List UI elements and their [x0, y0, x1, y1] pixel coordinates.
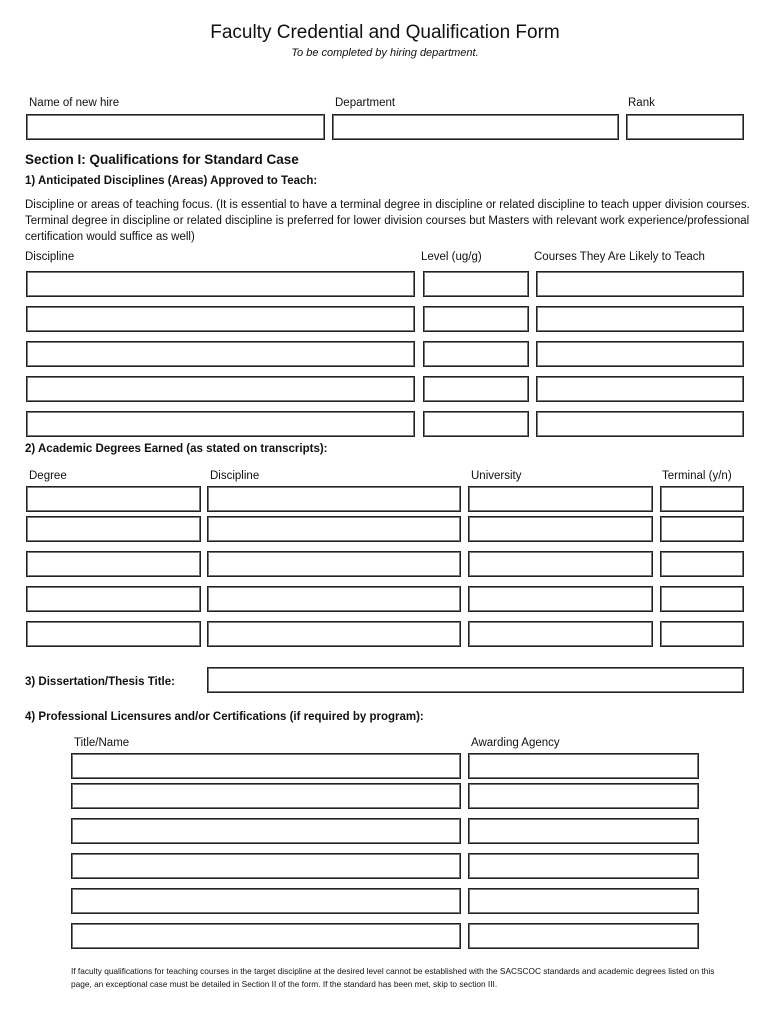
license-title-field-3[interactable]: [71, 818, 461, 844]
level-field-1[interactable]: [423, 271, 529, 297]
university-field-1[interactable]: [468, 486, 653, 512]
terminal-field-4[interactable]: [660, 586, 744, 612]
awarding-agency-field-2[interactable]: [468, 783, 699, 809]
degree-discipline-field-1[interactable]: [207, 486, 461, 512]
discipline-field-1[interactable]: [26, 271, 415, 297]
col-awarding-agency-label: Awarding Agency: [471, 737, 560, 749]
q1-heading: 1) Anticipated Disciplines (Areas) Approved to Teach:: [25, 175, 318, 187]
license-title-field-4[interactable]: [71, 853, 461, 879]
degree-discipline-field-4[interactable]: [207, 586, 461, 612]
col-terminal-label: Terminal (y/n): [662, 470, 732, 482]
form-subtitle: To be completed by hiring department.: [291, 47, 479, 59]
name-label: Name of new hire: [29, 97, 120, 109]
level-field-3[interactable]: [423, 341, 529, 367]
university-field-4[interactable]: [468, 586, 653, 612]
col-university-label: University: [471, 470, 522, 482]
awarding-agency-field-4[interactable]: [468, 853, 699, 879]
degree-discipline-field-5[interactable]: [207, 621, 461, 647]
discipline-field-5[interactable]: [26, 411, 415, 437]
awarding-agency-field-1[interactable]: [468, 753, 699, 779]
degree-discipline-field-2[interactable]: [207, 516, 461, 542]
terminal-field-3[interactable]: [660, 551, 744, 577]
rank-label: Rank: [628, 97, 655, 109]
license-title-field-2[interactable]: [71, 783, 461, 809]
degree-discipline-field-3[interactable]: [207, 551, 461, 577]
discipline-field-3[interactable]: [26, 341, 415, 367]
degree-field-4[interactable]: [26, 586, 201, 612]
courses-field-2[interactable]: [536, 306, 744, 332]
col-discipline-label: Discipline: [25, 251, 75, 263]
col-degree-discipline-label: Discipline: [210, 470, 260, 482]
rank-field[interactable]: [626, 114, 744, 140]
level-field-4[interactable]: [423, 376, 529, 402]
terminal-field-2[interactable]: [660, 516, 744, 542]
courses-field-4[interactable]: [536, 376, 744, 402]
col-level-label: Level (ug/g): [421, 251, 482, 263]
degree-field-2[interactable]: [26, 516, 201, 542]
license-title-field-1[interactable]: [71, 753, 461, 779]
university-field-5[interactable]: [468, 621, 653, 647]
discipline-field-4[interactable]: [26, 376, 415, 402]
license-title-field-6[interactable]: [71, 923, 461, 949]
courses-field-3[interactable]: [536, 341, 744, 367]
courses-field-1[interactable]: [536, 271, 744, 297]
level-field-5[interactable]: [423, 411, 529, 437]
col-degree-label: Degree: [29, 470, 67, 482]
degree-field-5[interactable]: [26, 621, 201, 647]
col-courses-label: Courses They Are Likely to Teach: [534, 251, 705, 263]
q4-heading: 4) Professional Licensures and/or Certifications (if required by program):: [25, 711, 424, 723]
level-field-2[interactable]: [423, 306, 529, 332]
form-title: Faculty Credential and Qualification Form: [210, 22, 560, 43]
terminal-field-5[interactable]: [660, 621, 744, 647]
department-field[interactable]: [332, 114, 619, 140]
dissertation-title-field[interactable]: [207, 667, 744, 693]
footer-note: If faculty qualifications for teaching courses in the target discipline at the desired level cannot be established with the SACSCOC standards and academic degrees listed on this page, an exceptional case must be detailed in Section II of the form. If the standard has been met, skip to section III.: [71, 966, 715, 989]
awarding-agency-field-3[interactable]: [468, 818, 699, 844]
awarding-agency-field-6[interactable]: [468, 923, 699, 949]
q2-heading: 2) Academic Degrees Earned (as stated on transcripts):: [25, 443, 328, 455]
courses-field-5[interactable]: [536, 411, 744, 437]
q3-heading: 3) Dissertation/Thesis Title:: [25, 676, 175, 688]
terminal-field-1[interactable]: [660, 486, 744, 512]
discipline-field-2[interactable]: [26, 306, 415, 332]
degree-field-1[interactable]: [26, 486, 201, 512]
name-field[interactable]: [26, 114, 325, 140]
department-label: Department: [335, 97, 396, 109]
university-field-3[interactable]: [468, 551, 653, 577]
university-field-2[interactable]: [468, 516, 653, 542]
col-title-name-label: Title/Name: [74, 737, 130, 749]
degree-field-3[interactable]: [26, 551, 201, 577]
awarding-agency-field-5[interactable]: [468, 888, 699, 914]
license-title-field-5[interactable]: [71, 888, 461, 914]
q1-paragraph: Discipline or areas of teaching focus. (It is essential to have a terminal degree in discipline or related discipline to teach upper division courses. Terminal degree in discipline or related discipline is preferred for lower division courses but Masters with relevant work experience/professional certification would suffice as well): [25, 199, 750, 243]
section-1-title: Section I: Qualifications for Standard Case: [25, 152, 299, 167]
